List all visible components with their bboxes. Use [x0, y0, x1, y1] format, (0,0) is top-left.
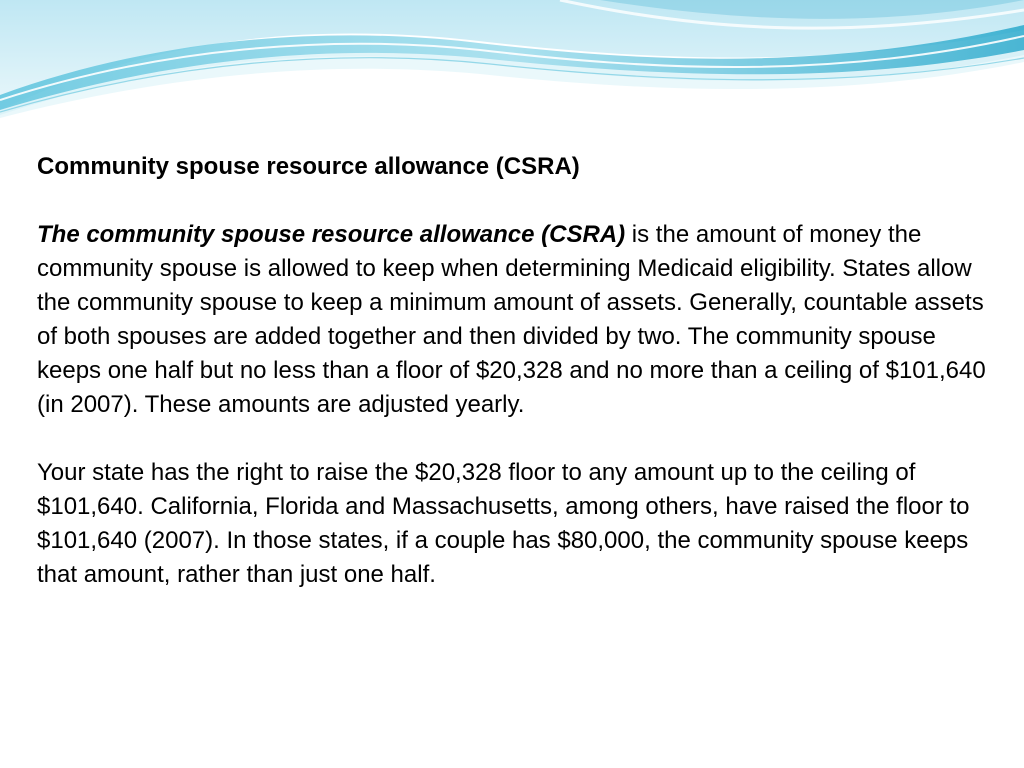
definition-text: is the amount of money the community spouse is allowed to keep when determining Medicaid eligibility. States allow the community spouse to keep a minimum amount of assets. Generally, countable assets of both spouses are added together and then divided by two. The community spouse keeps one half but no less than a floor of $20,328 and no more than a ceiling of $101,640 (in 2007). These amounts are adjusted yearly.	[37, 221, 986, 418]
decorative-wave-banner	[0, 0, 1024, 130]
slide-heading: Community spouse resource allowance (CSRA)	[37, 153, 580, 180]
definition-paragraph	[37, 218, 997, 422]
csra-term: The community spouse resource allowance (CSRA)	[37, 221, 626, 248]
state-paragraph: Your state has the right to raise the $20,328 floor to any amount up to the ceiling of $101,640. California, Florida and Massachusetts, among others, have raised the floor to $101,640 (2007). In those states, if a couple has $80,000, the community spouse keeps that amount, rather than just one half.	[37, 459, 970, 588]
slide-body	[37, 150, 997, 592]
